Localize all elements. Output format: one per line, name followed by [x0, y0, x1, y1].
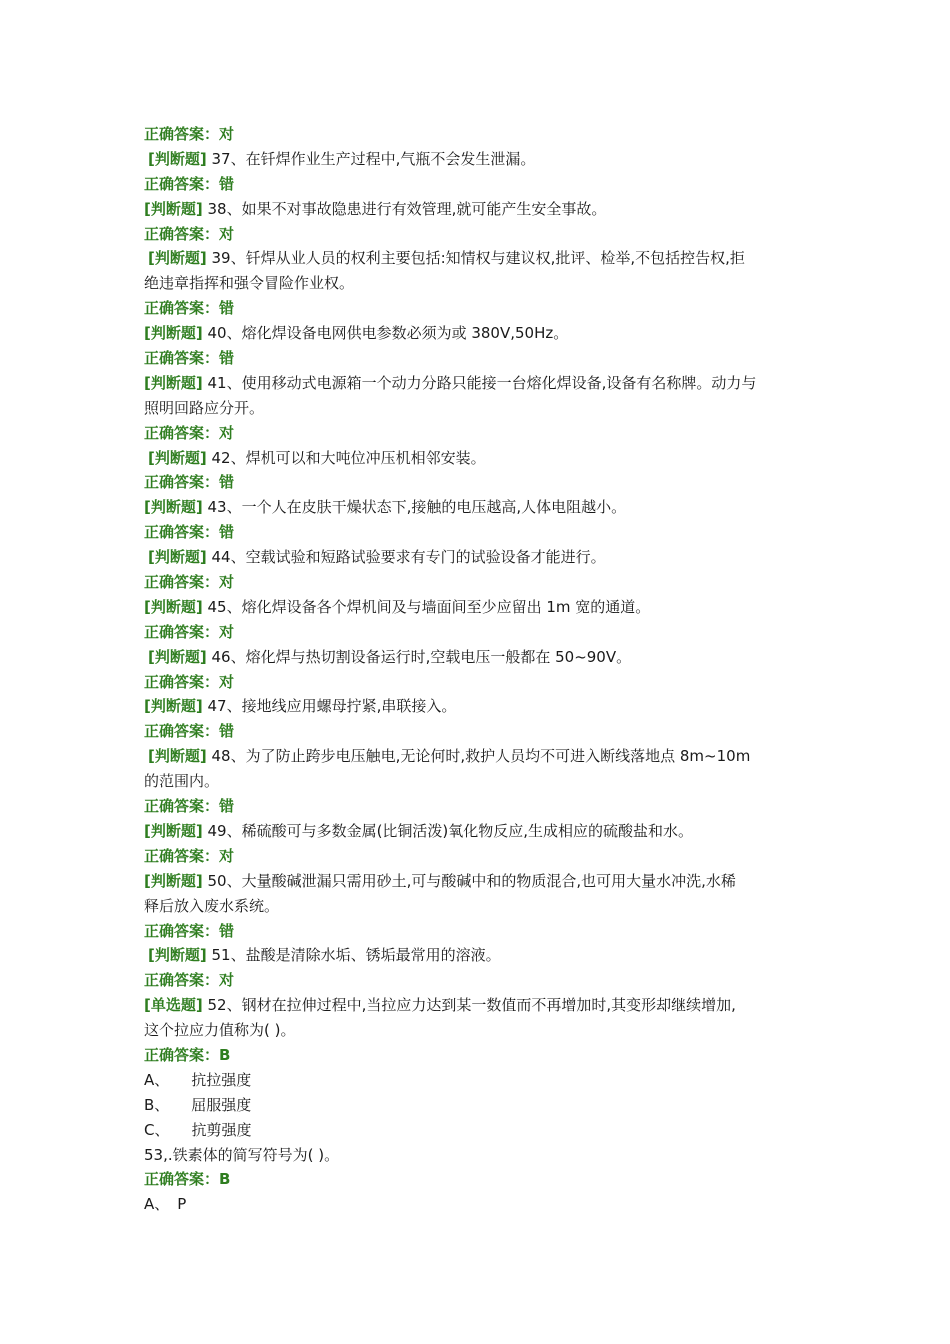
- question-text: 52、钢材在拉伸过程中,当拉应力达到某一数值而不再增加时,其变形却继续增加,: [202, 996, 736, 1015]
- question-line: [144, 545, 814, 570]
- question-line: [144, 645, 814, 670]
- question-text: 38、如果不对事故隐患进行有效管理,就可能产生安全事故。: [202, 199, 607, 218]
- document-body: [144, 122, 814, 1217]
- answer-line: [144, 122, 814, 147]
- answer-value: 对: [219, 672, 235, 691]
- answer-line: [144, 470, 814, 495]
- answer-line: [144, 968, 814, 993]
- option-letter: C、: [144, 1120, 170, 1139]
- question-text: 41、使用移动式电源箱一个动力分路只能接一台熔化焊设备,设备有名称牌。动力与: [202, 373, 757, 392]
- question-text: 51、盐酸是清除水垢、锈垢最常用的溶液。: [206, 946, 501, 965]
- question-text: 37、在钎焊作业生产过程中,气瓶不会发生泄漏。: [206, 149, 536, 168]
- question-type-tag: [判断题]: [148, 647, 207, 666]
- answer-value: 错: [219, 797, 235, 816]
- answer-value: 对: [219, 423, 235, 442]
- option-line: [144, 1118, 814, 1143]
- question-line: [144, 321, 814, 346]
- answer-line: [144, 1167, 814, 1192]
- question-text: 42、焊机可以和大吨位冲压机相邻安装。: [206, 448, 486, 467]
- answer-line: [144, 222, 814, 247]
- question-line: [144, 446, 814, 471]
- answer-value: 对: [219, 846, 235, 865]
- option-letter: B、: [144, 1095, 170, 1114]
- question-line: [144, 819, 814, 844]
- answer-value: 错: [219, 473, 235, 492]
- answer-line: [144, 670, 814, 695]
- continuation-line: [144, 271, 814, 296]
- option-text: 抗拉强度: [191, 1070, 252, 1089]
- answer-line: [144, 844, 814, 869]
- question-line: [144, 495, 814, 520]
- answer-value: 错: [219, 722, 235, 741]
- question-text: 释后放入废水系统。: [144, 896, 280, 915]
- question-type-tag: [单选题]: [144, 996, 203, 1015]
- answer-label: 正确答案：: [144, 299, 220, 318]
- question-type-tag: [判断题]: [148, 946, 207, 965]
- answer-label: 正确答案：: [144, 622, 220, 641]
- continuation-line: [144, 894, 814, 919]
- answer-label: 正确答案：: [144, 523, 220, 542]
- question-type-tag: [判断题]: [148, 149, 207, 168]
- question-type-tag: [判断题]: [144, 324, 203, 343]
- answer-label: 正确答案：: [144, 846, 220, 865]
- answer-value: 错: [219, 921, 235, 940]
- question-line: [144, 694, 814, 719]
- answer-line: [144, 346, 814, 371]
- question-text: 47、接地线应用螺母拧紧,串联接入。: [202, 697, 457, 716]
- answer-value: 错: [219, 523, 235, 542]
- answer-value: B: [219, 1045, 231, 1064]
- answer-line: [144, 1043, 814, 1068]
- answer-label: 正确答案：: [144, 423, 220, 442]
- question-type-tag: [判断题]: [148, 249, 207, 268]
- answer-label: 正确答案：: [144, 797, 220, 816]
- option-letter: A、: [144, 1070, 170, 1089]
- answer-value: 对: [219, 622, 235, 641]
- question-type-tag: [判断题]: [144, 199, 203, 218]
- answer-value: 对: [219, 125, 235, 143]
- answer-value: B: [219, 1170, 231, 1189]
- answer-label: 正确答案：: [144, 921, 220, 940]
- question-type-tag: [判断题]: [148, 448, 207, 467]
- continuation-line: [144, 1018, 814, 1043]
- answer-value: 对: [219, 573, 235, 592]
- question-type-tag: [判断题]: [144, 498, 203, 517]
- option-line: [144, 1068, 814, 1093]
- question-text: 49、稀硫酸可与多数金属(比铜活泼)氧化物反应,生成相应的硫酸盐和水。: [202, 821, 694, 840]
- answer-label: 正确答案：: [144, 971, 220, 990]
- question-type-tag: [判断题]: [144, 597, 203, 616]
- question-type-tag: [判断题]: [148, 548, 207, 567]
- question-line: [144, 595, 814, 620]
- option-text: 抗剪强度: [191, 1120, 252, 1139]
- question-type-tag: [判断题]: [144, 871, 203, 890]
- question-line: [144, 993, 814, 1018]
- question-type-tag: [判断题]: [144, 821, 203, 840]
- answer-line: [144, 794, 814, 819]
- answer-line: [144, 296, 814, 321]
- answer-line: [144, 620, 814, 645]
- question-text: 绝违章指挥和强令冒险作业权。: [144, 274, 355, 293]
- question-text: 39、钎焊从业人员的权利主要包括:知情权与建议权,批评、检举,不包括控告权,拒: [206, 249, 745, 268]
- answer-line: [144, 919, 814, 944]
- question-text: 照明回路应分开。: [144, 398, 265, 417]
- question-type-tag: [判断题]: [144, 373, 203, 392]
- answer-value: 对: [219, 224, 235, 243]
- answer-label: 正确答案：: [144, 573, 220, 592]
- answer-line: [144, 172, 814, 197]
- question-line: [144, 197, 814, 222]
- option-text: 屈服强度: [191, 1095, 252, 1114]
- answer-label: 正确答案：: [144, 174, 220, 193]
- answer-label: 正确答案：: [144, 722, 220, 741]
- question-line: [144, 371, 814, 396]
- option-letter: A、: [144, 1195, 170, 1214]
- option-line: [144, 1192, 814, 1217]
- answer-line: [144, 421, 814, 446]
- answer-line: [144, 520, 814, 545]
- continuation-line: [144, 1143, 814, 1168]
- question-text: 43、一个人在皮肤干燥状态下,接触的电压越高,人体电阻越小。: [202, 498, 627, 517]
- question-type-tag: [判断题]: [148, 747, 207, 766]
- question-text: 53,.铁素体的简写符号为( )。: [144, 1145, 340, 1164]
- question-line: [144, 943, 814, 968]
- answer-value: 错: [219, 299, 235, 318]
- continuation-line: [144, 396, 814, 421]
- question-text: 50、大量酸碱泄漏只需用砂土,可与酸碱中和的物质混合,也可用大量水冲洗,水稀: [202, 871, 736, 890]
- question-line: [144, 246, 814, 271]
- option-line: [144, 1093, 814, 1118]
- question-text: 45、熔化焊设备各个焊机间及与墙面间至少应留出 1m 宽的通道。: [202, 597, 651, 616]
- question-line: [144, 869, 814, 894]
- answer-label: 正确答案：: [144, 224, 220, 243]
- question-text: 48、为了防止跨步电压触电,无论何时,救护人员均不可进入断线落地点 8m~10m: [206, 747, 751, 766]
- answer-label: 正确答案：: [144, 473, 220, 492]
- answer-line: [144, 570, 814, 595]
- answer-label: 正确答案：: [144, 672, 220, 691]
- answer-value: 错: [219, 174, 235, 193]
- question-line: [144, 744, 814, 769]
- question-text: 的范围内。: [144, 772, 220, 791]
- question-text: 40、熔化焊设备电网供电参数必须为或 380V,50Hz。: [202, 324, 569, 343]
- continuation-line: [144, 769, 814, 794]
- question-text: 44、空载试验和短路试验要求有专门的试验设备才能进行。: [206, 548, 606, 567]
- answer-value: 错: [219, 349, 235, 368]
- answer-value: 对: [219, 971, 235, 990]
- answer-label: 正确答案：: [144, 125, 220, 143]
- answer-label: 正确答案：: [144, 1045, 220, 1064]
- question-text: 46、熔化焊与热切割设备运行时,空载电压一般都在 50~90V。: [206, 647, 632, 666]
- answer-label: 正确答案：: [144, 349, 220, 368]
- answer-label: 正确答案：: [144, 1170, 220, 1189]
- answer-line: [144, 719, 814, 744]
- question-text: 这个拉应力值称为( )。: [144, 1021, 296, 1040]
- question-type-tag: [判断题]: [144, 697, 203, 716]
- question-line: [144, 147, 814, 172]
- option-text: P: [177, 1195, 187, 1214]
